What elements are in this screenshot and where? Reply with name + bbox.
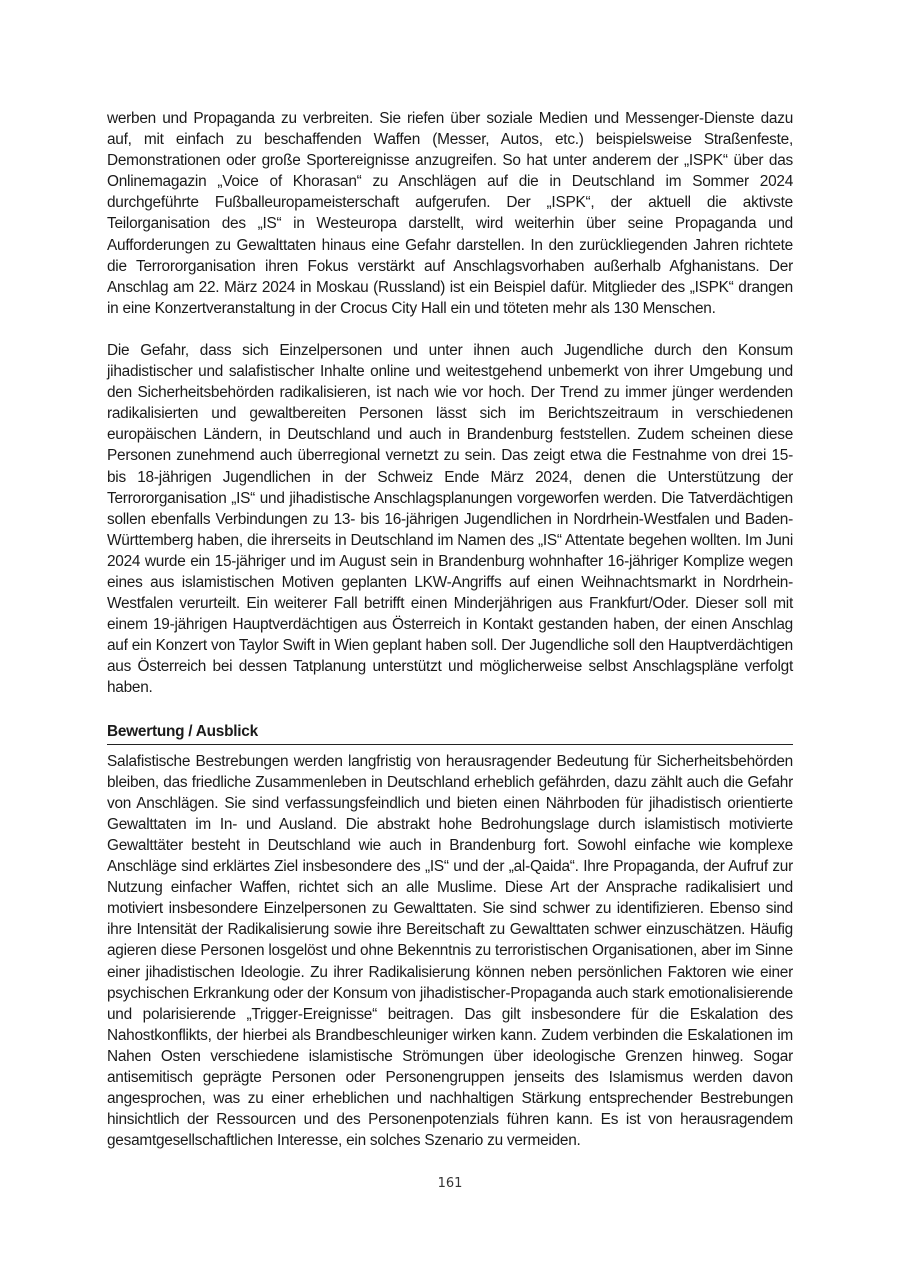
section-body-paragraph: Salafistische Bestrebungen werden langfristig von herausragender Bedeutung für Sicherheitsbehörden bleiben, das friedliche Zusammenleben in Deutschland erheblich gefährden, dazu zählt auch die Gefahr von Anschlägen. Sie sind verfassungsfeindlich und bieten einen Nährboden für jihadistisch orientierte Gewalttaten im In- und Ausland. Die abstrakt hohe Bedrohungslage durch islamistisch motivierte Gewalttäter besteht in Deutschland wie auch in Brandenburg fort. Sowohl einfache wie komplexe Anschläge sind erklärtes Ziel insbesondere des „IS“ und der „al-Qaida“. Ihre Propaganda, der Aufruf zur Nutzung einfacher Waffen, richtet sich an alle Muslime. Diese Art der Ansprache radikalisiert und motiviert insbesondere Einzelpersonen zu Gewalttaten. Sie sind schwer zu identifizieren. Ebenso sind ihre Intensität der Radikalisierung sowie ihre Bereitschaft zu Gewalttaten schwer einzuschätzen. Häufig agieren diese Personen losgelöst und ohne Bekenntnis zu terroristischen Organisationen, aber im Sinne einer jihadistischen Ideologie. Zu ihrer Radikalisierung können neben persönlichen Faktoren wie einer psychischen Erkrankung oder der Konsum von jihadistischer-Propaganda auch stark emotionalisierende und polarisierende „Trigger-Ereignisse“ beitragen. Das gilt insbesondere für die Eskalation des Nahostkonflikts, der hierbei als Brandbeschleuniger wirken kann. Zudem verbinden die Eskalationen im Nahen Osten verschiedene islamistische Strömungen über ideologische Grenzen hinweg. Sogar antisemitisch geprägte Personen oder Personengruppen jenseits des Islamismus werden davon angesprochen, was zu einer erheblichen und nachhaltigen Stärkung entsprechender Bestrebungen hinsichtlich der Ressourcen und des Personenpotenzials führen kann. Es ist von herausragendem gesamtgesellschaftlichen Interesse, ein solches Szenario zu vermeiden.	[107, 752, 793, 1150]
paragraph-ispk-propaganda: werben und Propaganda zu verbreiten. Sie riefen über soziale Medien und Messenger-Dienste dazu auf, mit einfach zu beschaffenden Waffen (Messer, Autos, etc.) beispielsweise Straßenfeste, Demonstrationen oder große Sportereignisse anzugreifen. So hat unter anderem der „ISPK“ über das Onlinemagazin „Voice of Khorasan“ zu Anschlägen auf die in Deutschland im Sommer 2024 durchgeführte Fußballeuropameisterschaft aufgerufen. Der „ISPK“, der aktuell die aktivste Teilorganisation des „IS“ in Westeuropa darstellt, wird weiterhin über seine Propaganda und Aufforderungen zu Gewalttaten hinaus eine Gefahr darstellen. In den zurückliegenden Jahren richtete die Terrororganisation ihren Fokus verstärkt auf Anschlagsvorhaben außerhalb Afghanistans. Der Anschlag am 22. März 2024 in Moskau (Russland) ist ein Beispiel dafür. Mitglieder des „ISPK“ drangen in eine Konzertveranstaltung in der Crocus City Hall ein und töteten mehr als 130 Menschen.	[107, 110, 793, 317]
section-heading: Bewertung / Ausblick	[107, 721, 793, 745]
paragraph-radicalization-youth: Die Gefahr, dass sich Einzelpersonen und unter ihnen auch Jugendliche durch den Konsum jihadistischer und salafistischer Inhalte online und weitestgehend unbemerkt von ihrer Umgebung und den Sicherheitsbehörden radikalisieren, ist nach wie vor hoch. Der Trend zu immer jünger werdenden radikalisierten und gewaltbereiten Personen lässt sich im Berichtszeitraum in verschiedenen europäischen Ländern, in Deutschland und auch in Brandenburg feststellen. Zudem scheinen diese Personen zunehmend auch überregional vernetzt zu sein. Das zeigt etwa die Festnahme von drei 15- bis 18-jährigen Jugendlichen in der Schweiz Ende März 2024, denen die Unterstützung der Terrororganisation „IS“ und jihadistische Anschlagsplanungen vorgeworfen werden. Die Tatverdächtigen sollen ebenfalls Verbindungen zu 13- bis 16-jährigen Jugendlichen in Nordrhein-Westfalen und Baden-Württemberg haben, die ihrerseits in Deutschland im Namen des „IS“ Attentate begehen wollten. Im Juni 2024 wurde ein 15-jähriger und im August sein in Brandenburg wohnhafter 16-jähriger Komplize wegen eines aus islamistischen Motiven geplanten LKW-Angriffs auf einen Weihnachtsmarkt in Nordrhein-Westfalen verurteilt. Ein weiterer Fall betrifft einen Minderjährigen aus Frankfurt/Oder. Dieser soll mit einem 19-jährigen Hauptverdächtigen aus Österreich in Kontakt gestanden haben, der einen Anschlag auf ein Konzert von Taylor Swift in Wien geplant haben soll. Der Jugendliche soll den Hauptverdächtigen aus Österreich bei dessen Tatplanung unterstützt und möglicherweise selbst Anschlagspläne verfolgt haben.	[107, 341, 793, 697]
page-number: 161	[437, 1176, 463, 1191]
page-content	[107, 108, 793, 1151]
